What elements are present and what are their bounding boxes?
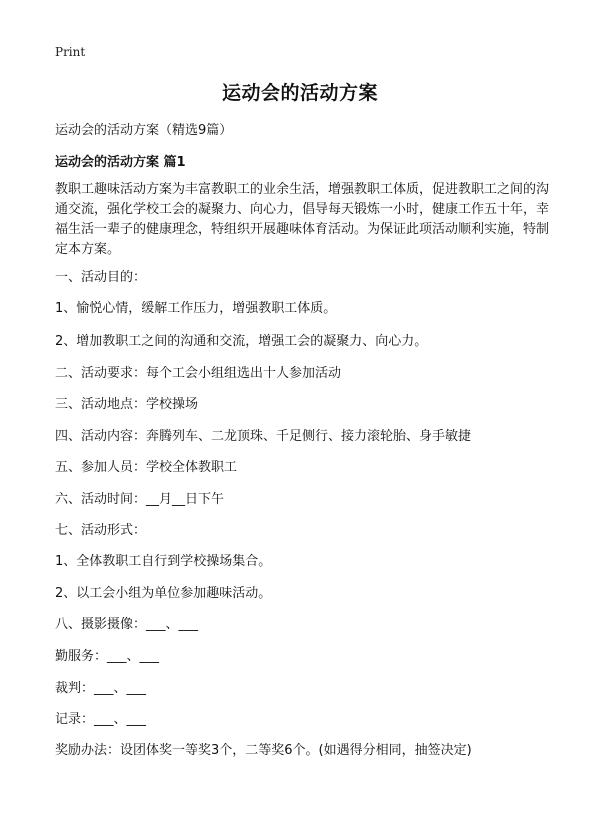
award-line: 奖励办法：设团体奖一等奖3个，二等奖6个。(如遇得分相同，抽签决定) <box>55 743 472 758</box>
referee-line: 裁判：___、___ <box>55 681 147 696</box>
photography-line: 八、摄影摄像：___、___ <box>55 617 199 632</box>
format-item-1: 1、全体教职工自行到学校操场集合。 <box>55 554 272 569</box>
section-heading: 运动会的活动方案 篇1 <box>55 155 186 170</box>
purpose-heading: 一、活动目的： <box>55 270 147 285</box>
requirement-line: 二、活动要求：每个工会小组组选出十人参加活动 <box>55 366 342 381</box>
content-line: 四、活动内容：奔腾列车、二龙顶珠、千足侧行、接力滚轮胎、身手敏捷 <box>55 429 472 444</box>
time-line: 六、活动时间：__月__日下午 <box>55 492 225 507</box>
purpose-item-2: 2、增加教职工之间的沟通和交流，增强工会的凝聚力、向心力。 <box>55 334 428 349</box>
format-item-2: 2、以工会小组为单位参加趣味活动。 <box>55 586 272 601</box>
document-title: 运动会的活动方案 <box>221 82 378 104</box>
format-heading: 七、活动形式： <box>55 523 147 538</box>
document-subtitle: 运动会的活动方案（精选9篇） <box>55 123 233 138</box>
recorder-line: 记录：___、___ <box>55 712 147 727</box>
service-line: 勤服务：___、___ <box>55 649 160 664</box>
intro-paragraph: 教职工趣味活动方案为丰富教职工的业余生活，增强教职工体质，促进教职工之间的沟通交流，强化学校工会的凝聚力、向心力，倡导每天锻炼一小时，健康工作五十年，幸福生活一辈子的健康理念，特组织开展趣味体育活动。为保证此项活动顺利实施，特制定本方案。 <box>55 182 550 257</box>
location-line: 三、活动地点：学校操场 <box>55 397 199 412</box>
print-link[interactable]: Print <box>55 45 86 59</box>
purpose-item-1: 1、愉悦心情，缓解工作压力，增强教职工体质。 <box>55 301 337 316</box>
participants-line: 五、参加人员：学校全体教职工 <box>55 460 238 475</box>
